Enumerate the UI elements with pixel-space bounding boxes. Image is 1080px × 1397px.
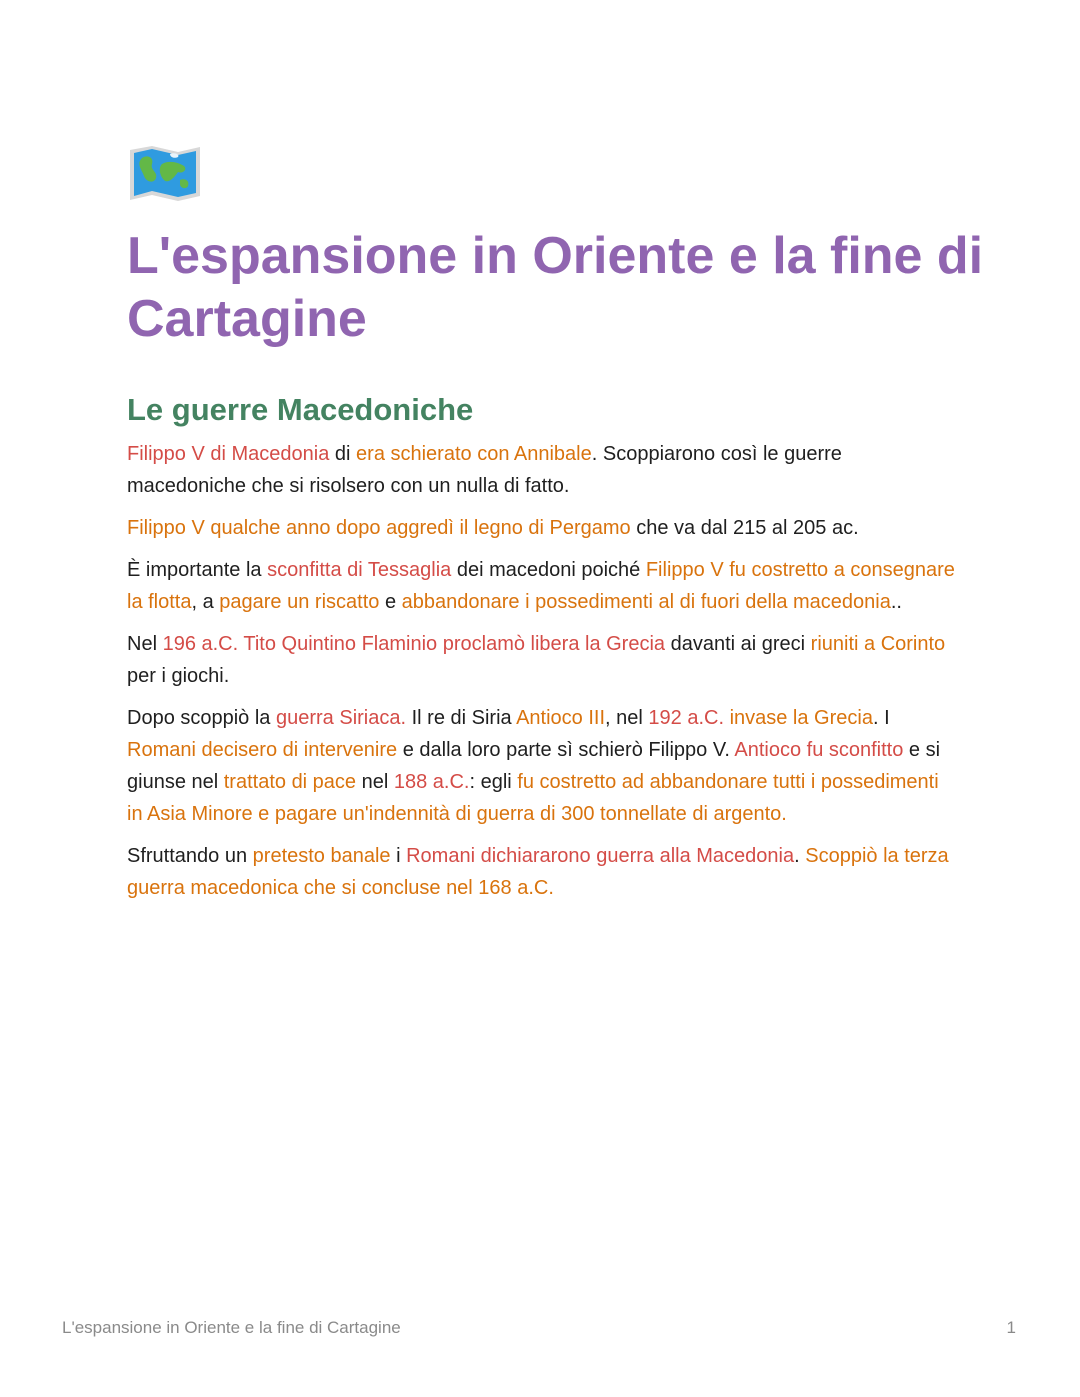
highlighted-text: 188 a.C. (393, 771, 470, 793)
body-text: . Scoppiarono così le guerre macedoniche che si risolsero con un nulla di fatto. (127, 443, 842, 497)
highlighted-text: fu costretto ad abbandonare tutti i possedimenti in Asia Minore e pagare un'indennità di guerra di 300 tonnellate di argento. (127, 771, 939, 825)
body-text: e (379, 591, 402, 613)
paragraph (127, 702, 957, 830)
highlighted-text: Filippo V qualche anno dopo aggredì il legno di Pergamo (127, 517, 631, 539)
page-title: L'espansione in Oriente e la fine di Cartagine (127, 227, 984, 348)
paragraph (127, 554, 957, 618)
body-text: davanti ai greci (665, 633, 811, 655)
body-text: Sfruttando un (127, 845, 253, 867)
highlighted-text: Filippo V di Macedonia (127, 443, 330, 465)
highlighted-text: Romani decisero di intervenire (127, 739, 398, 761)
highlighted-text: riuniti a Corinto (810, 633, 946, 655)
highlighted-text: abbandonare i possedimenti al di fuori della macedonia (401, 591, 891, 613)
world-map-icon (128, 144, 202, 202)
highlighted-text: Antioco fu sconfitto (734, 739, 904, 761)
body-text: e si giunse nel (127, 739, 941, 793)
highlighted-text: 192 a.C. (648, 707, 724, 729)
body-text: e dalla loro parte sì schierò Filippo V. (397, 739, 735, 761)
body-text: i (390, 845, 407, 867)
body-text: di (329, 443, 357, 465)
footer-page-number: 1 (1006, 1318, 1016, 1337)
highlighted-text: Romani dichiararono guerra alla Macedonia (406, 845, 795, 867)
body-text: .. (890, 591, 902, 613)
paragraph (127, 512, 957, 544)
highlighted-text: Antioco III (516, 707, 606, 729)
highlighted-text: pagare un riscatto (219, 591, 380, 613)
body-text: nel (356, 771, 394, 793)
body-text: : egli (469, 771, 518, 793)
body-text: , a (191, 591, 220, 613)
body-text: Dopo scoppiò la (127, 707, 276, 729)
body-text: Il re di Siria (406, 707, 517, 729)
highlighted-text: trattato di pace (223, 771, 357, 793)
highlighted-text: pretesto banale (252, 845, 391, 867)
highlighted-text: guerra Siriaca. (275, 707, 407, 729)
body-text: , nel (605, 707, 649, 729)
body-text: per i giochi. (127, 665, 230, 687)
body-text: . (794, 845, 806, 867)
document-body (127, 438, 957, 914)
body-text: È importante la (127, 559, 268, 581)
highlighted-text: Scoppiò la terza guerra macedonica che si concluse nel 168 a.C. (127, 845, 949, 899)
highlighted-text: Filippo V fu costretto a consegnare la flotta (127, 559, 955, 613)
page-icon (128, 144, 202, 202)
paragraph (127, 840, 957, 904)
highlighted-text: invase la Grecia (729, 707, 873, 729)
body-text: . I (872, 707, 890, 729)
highlighted-text: era schierato con Annibale (356, 443, 592, 465)
body-text: Nel (127, 633, 163, 655)
body-text: che va dal 215 al 205 ac. (630, 517, 859, 539)
paragraph (127, 438, 957, 502)
footer-document-title: L'espansione in Oriente e la fine di Cartagine (62, 1318, 401, 1337)
body-text: dei macedoni poiché (451, 559, 646, 581)
highlighted-text: 196 a.C. Tito Quintino Flaminio proclamò libera la Grecia (162, 633, 666, 655)
highlighted-text: sconfitta di Tessaglia (267, 559, 452, 581)
paragraph (127, 628, 957, 692)
section-heading: Le guerre Macedoniche (127, 392, 474, 427)
